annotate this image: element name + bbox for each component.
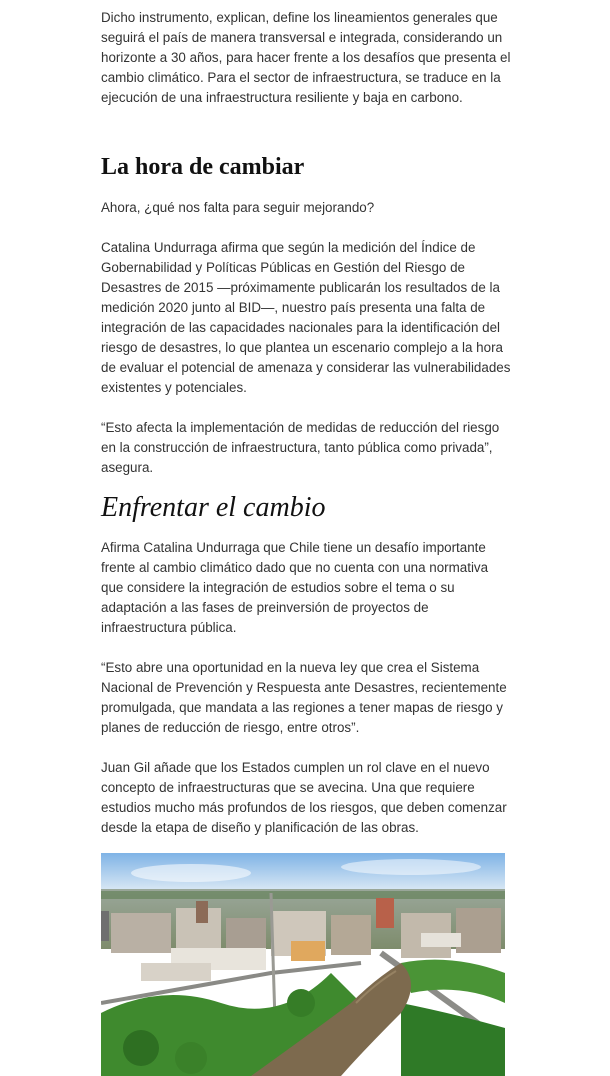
- tree-cluster: [175, 1042, 207, 1074]
- paragraph-instrument: Dicho instrumento, explican, define los lineamientos generales que seguirá el país de manera transversal e integrada, considerando un horizonte a 30 años, para hacer frente a los desafíos que presenta el cambio climático. Para el sector de infraestructura, se traduce en la ejecución de una infraestructura resiliente y baja en carbono.: [101, 10, 511, 105]
- paragraph-juan-gil: Juan Gil añade que los Estados cumplen un rol clave en el nuevo concepto de infraestructuras que se avecina. Una que requiere estudios mucho más profundos de los riesgos, que deben comenzar desde la etapa de diseño y planificación de las obras.: [101, 760, 507, 835]
- aerial-city-illustration: [101, 853, 505, 1076]
- paragraph-catalina-chile: Afirma Catalina Undurraga que Chile tiene un desafío importante frente al cambio climático dado que no cuenta con una normativa que considere la integración de estudios sobre el tema o su adaptación a las fases de preinversión de proyectos de infraestructura pública.: [101, 540, 489, 635]
- paragraph-quote-afecta: “Esto afecta la implementación de medidas de reducción del riesgo en la construcción de infraestructura, tanto pública como privada”, asegura.: [101, 420, 500, 475]
- aerial-city-river-photo: [101, 853, 505, 1076]
- riverbank-trees: [401, 960, 505, 1003]
- section-heading-enfrentar-el-cambio: Enfrentar el cambio: [101, 492, 326, 523]
- riverbank-trees: [401, 1003, 505, 1076]
- cloud: [131, 864, 251, 882]
- tree-cluster: [123, 1030, 159, 1066]
- horizon-trees: [101, 891, 505, 899]
- section-heading-la-hora-de-cambiar: La hora de cambiar: [101, 154, 305, 180]
- cloud: [341, 859, 481, 875]
- tree-cluster: [287, 989, 315, 1017]
- paragraph-question: Ahora, ¿qué nos falta para seguir mejorando?: [101, 200, 375, 215]
- paragraph-quote-oportunidad: “Esto abre una oportunidad en la nueva ley que crea el Sistema Nacional de Prevención y Respuesta ante Desastres, recientemente promulgada, que mandata a las regiones a tener mapas de riesgo y planes de reducción de riesgo, entre otros”.: [101, 660, 507, 735]
- paragraph-catalina-index: Catalina Undurraga afirma que según la medición del Índice de Gobernabilidad y Políticas Públicas en Gestión del Riesgo de Desastres de 2015 —próximamente publicarán los resultados de la medición 2020 junto al BID—, nuestro país presenta una falta de integración de las capacidades nacionales para la identificación del riesgo de desastres, lo que plantea un escenario complejo a la hora de evaluar el potencial de amenaza y considerar las vulnerabilidades existentes y potenciales.: [101, 240, 511, 395]
